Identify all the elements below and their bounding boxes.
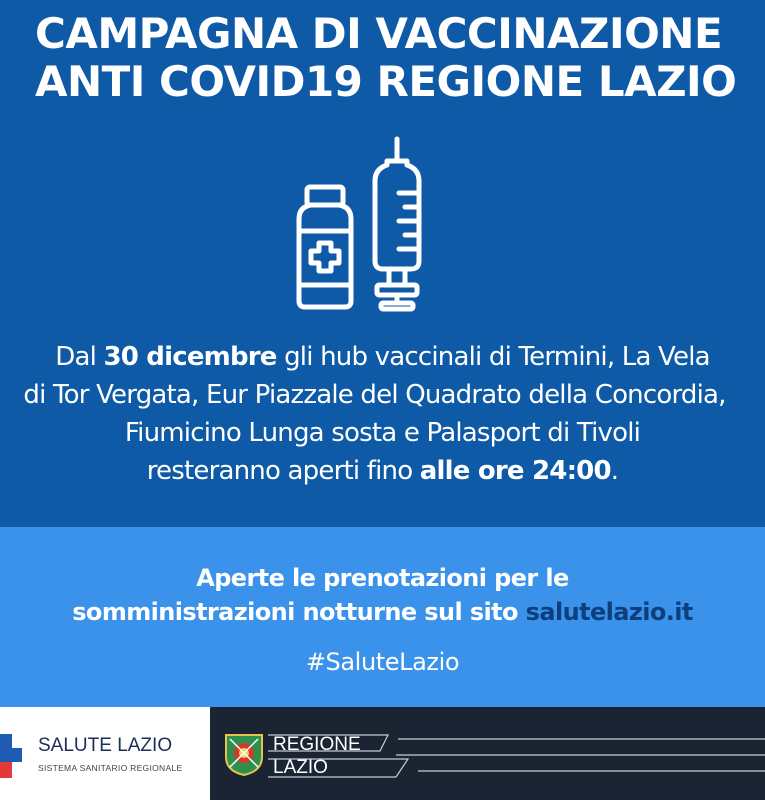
announcement-date: 30 dicembre (103, 342, 277, 372)
announcement-text (0, 338, 765, 490)
announcement-line-2: di Tor Vergata, Eur Piazzale del Quadrato della Concordia, (23, 380, 726, 410)
salute-lazio-name: SALUTE LAZIO (38, 735, 173, 756)
regione-line-1: REGIONE (273, 734, 361, 755)
announcement-line-1-pre: Dal (55, 342, 104, 372)
health-cross-icon (0, 734, 22, 778)
announcement-line-3: Fiumicino Lunga sosta e Palasport di Tivoli (124, 418, 641, 448)
announcement-line-1 (0, 338, 765, 376)
salute-lazio-subtitle: SISTEMA SANITARIO REGIONALE (38, 763, 183, 773)
regione-lazio-emblem-icon (220, 729, 268, 777)
booking-line-2-text: somministrazioni notturne sul sito (72, 598, 526, 626)
poster-headline (35, 10, 755, 106)
booking-text (0, 561, 765, 629)
announcement-line-4 (0, 452, 765, 490)
announcement-time: alle ore 24:00 (419, 456, 611, 486)
announcement-line-1-post: gli hub vaccinali di Termini, La Vela (276, 342, 710, 372)
headline-line-2: ANTI COVID19 REGIONE LAZIO (35, 57, 737, 106)
salute-lazio-logo (0, 707, 210, 800)
booking-section (0, 527, 765, 707)
regione-line-2: LAZIO (273, 757, 328, 778)
vaccine-vial-syringe-icon (285, 135, 435, 315)
regione-lazio-name (273, 733, 361, 779)
hashtag: #SaluteLazio (305, 648, 460, 676)
announcement-line-4-post: . (610, 456, 619, 486)
headline-line-1: CAMPAGNA DI VACCINAZIONE (35, 9, 723, 58)
regione-lazio-logo (210, 707, 765, 800)
site-link[interactable]: salutelazio.it (525, 598, 693, 626)
announcement-line-4-pre: resteranno aperti fino (146, 456, 420, 486)
booking-line-1: Aperte le prenotazioni per le (196, 564, 569, 592)
booking-line-2 (0, 595, 765, 629)
